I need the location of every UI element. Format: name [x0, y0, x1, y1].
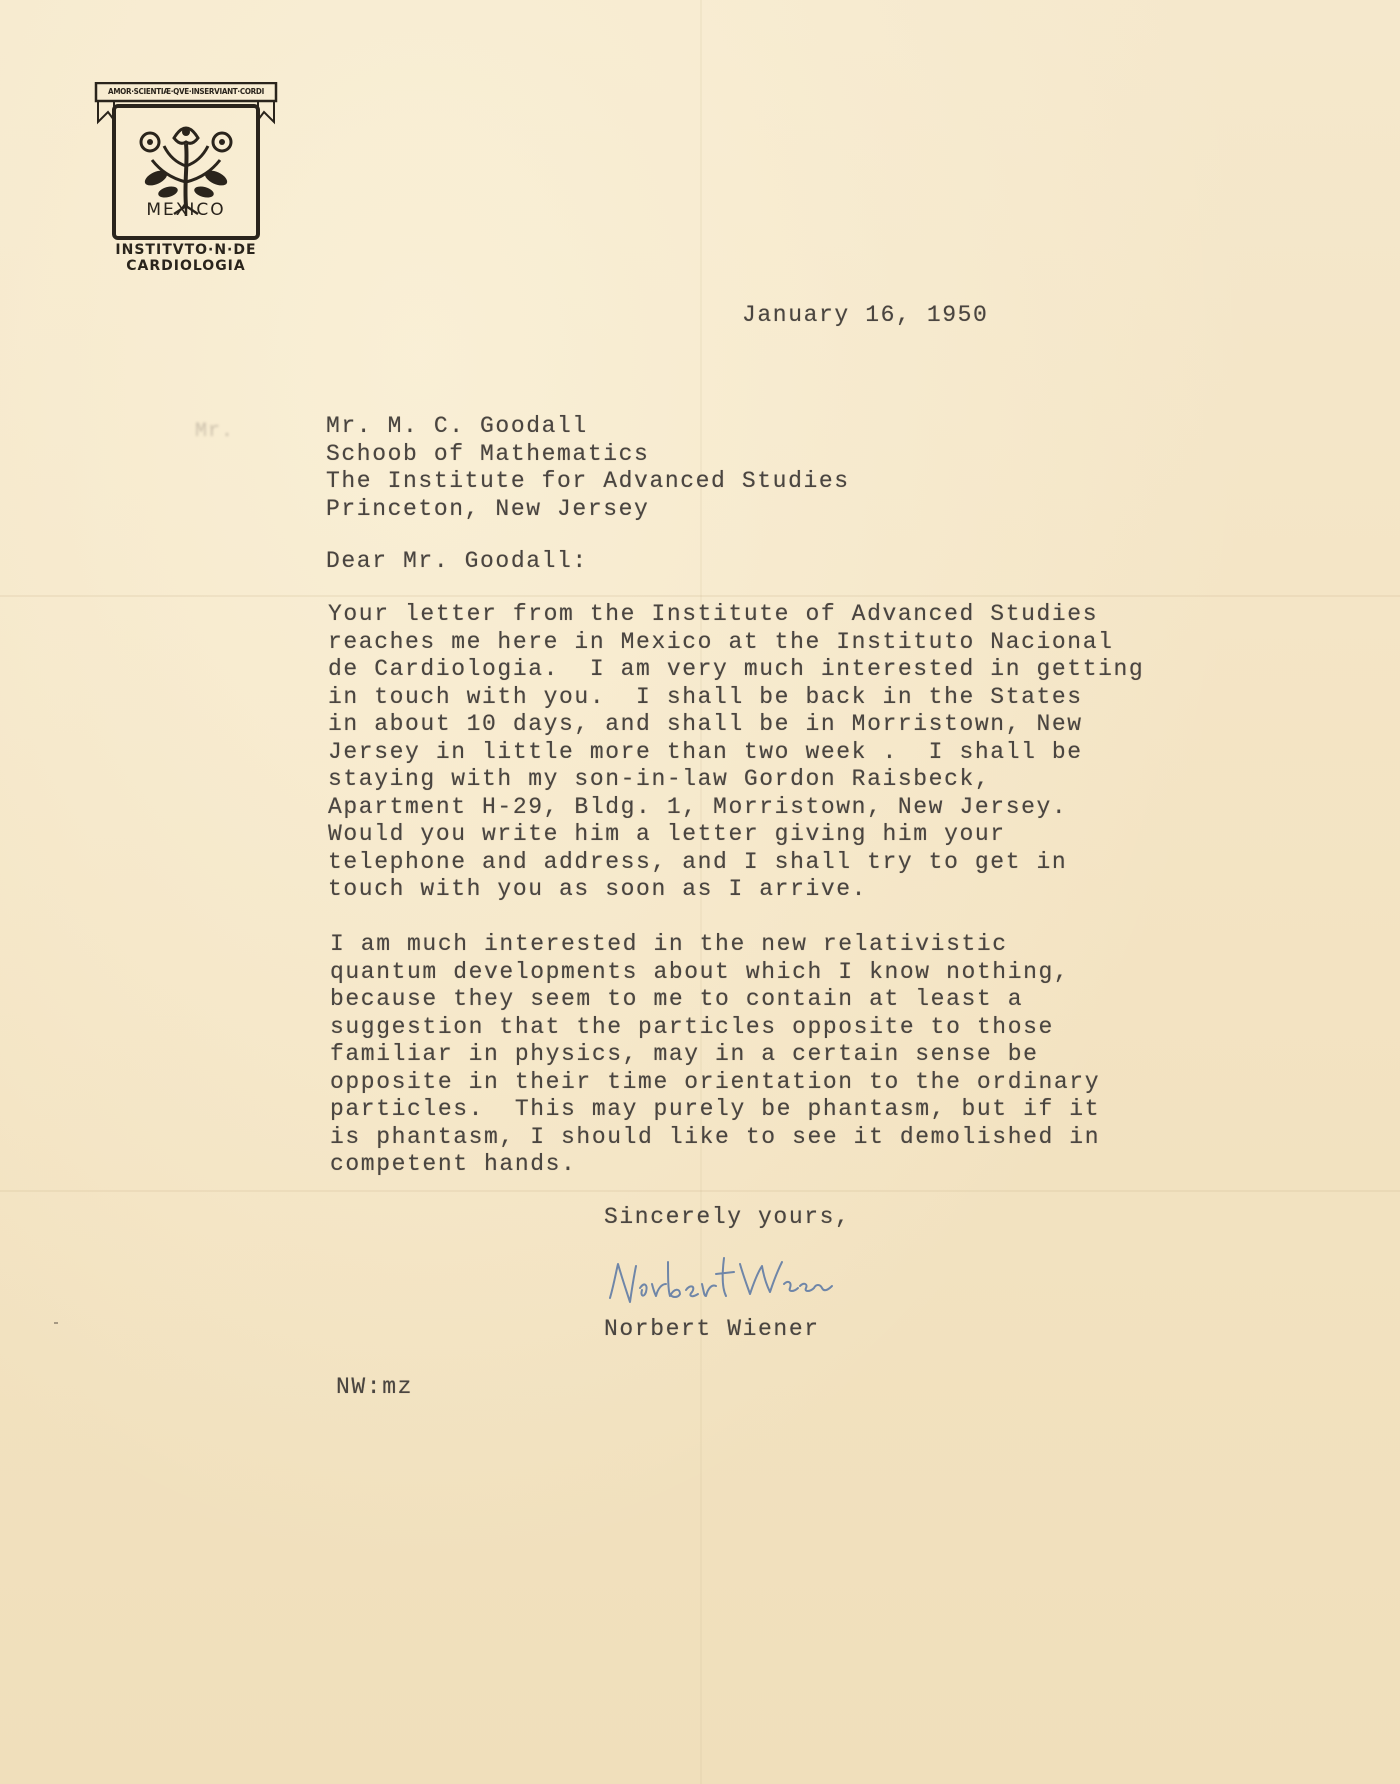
paragraph-1-line: staying with my son-in-law Gordon Raisbeck,	[328, 766, 991, 792]
paragraph-1-line: touch with you as soon as I arrive.	[328, 876, 868, 902]
paragraph-1-line: de Cardiologia. I am very much interested in getting	[328, 656, 1145, 682]
recipient-address-line: Mr. M. C. Goodall	[326, 413, 588, 439]
letterhead-motto: AMOR·SCIENTIÆ·QVE·INSERVIANT·CORDI	[108, 87, 264, 96]
paragraph-1-line: in about 10 days, and shall be in Morristown, New	[328, 711, 1083, 737]
recipient-address	[326, 413, 850, 523]
paragraph-1-line: Your letter from the Institute of Advanced Studies	[328, 601, 1099, 627]
paragraph-1-line: reaches me here in Mexico at the Instituto Nacional	[328, 628, 1114, 655]
paragraph-2-line: familiar in physics, may in a certain sense be	[330, 1041, 1039, 1067]
paragraph-2	[330, 931, 1100, 1179]
paragraph-1-line: Would you write him a letter giving him your	[328, 821, 1006, 847]
letter-date: January 16, 1950	[742, 302, 989, 328]
handwritten-signature-icon	[606, 1244, 836, 1316]
paragraph-2-line: quantum developments about which I know nothing,	[330, 958, 1070, 985]
paragraph-1-line: telephone and address, and I shall try to get in	[328, 848, 1068, 875]
paragraph-2-line: competent hands.	[330, 1151, 577, 1177]
recipient-address-line: Schoob of Mathematics	[326, 440, 650, 467]
paragraph-2-line: particles. This may purely be phantasm, but if it	[330, 1096, 1101, 1122]
letterhead-city: MEXICO	[146, 200, 226, 220]
letterhead-institution-line2: CARDIOLOGIA	[126, 258, 246, 274]
signature	[606, 1244, 836, 1316]
paragraph-1-line: in touch with you. I shall be back in the States	[328, 683, 1083, 710]
recipient-address-line: Princeton, New Jersey	[326, 495, 650, 522]
recipient-address-line: The Institute for Advanced Studies	[326, 468, 850, 494]
paragraph-2-line: I am much interested in the new relativistic	[330, 931, 1008, 957]
closing: Sincerely yours,	[604, 1204, 851, 1230]
paper-speck	[54, 1322, 58, 1324]
paragraph-1-line: Apartment H-29, Bldg. 1, Morristown, New Jersey.	[328, 793, 1068, 820]
paragraph-1	[328, 601, 1144, 904]
margin-mark: Mr.	[195, 420, 235, 443]
typist-initials: NW:mz	[336, 1374, 414, 1400]
letterhead-emblem	[94, 82, 278, 282]
paragraph-2-line: suggestion that the particles opposite to those	[330, 1013, 1054, 1040]
paragraph-2-line: is phantasm, I should like to see it demolished in	[330, 1123, 1101, 1150]
paragraph-2-line: because they seem to me to contain at least a	[330, 986, 1024, 1012]
signer-name: Norbert Wiener	[604, 1316, 820, 1342]
paragraph-1-line: Jersey in little more than two week . I shall be	[328, 738, 1083, 765]
salutation: Dear Mr. Goodall:	[326, 548, 588, 574]
letterhead-institution-line1: INSTITVTO·N·DE	[115, 242, 257, 258]
paragraph-2-line: opposite in their time orientation to the ordinary	[330, 1068, 1101, 1095]
